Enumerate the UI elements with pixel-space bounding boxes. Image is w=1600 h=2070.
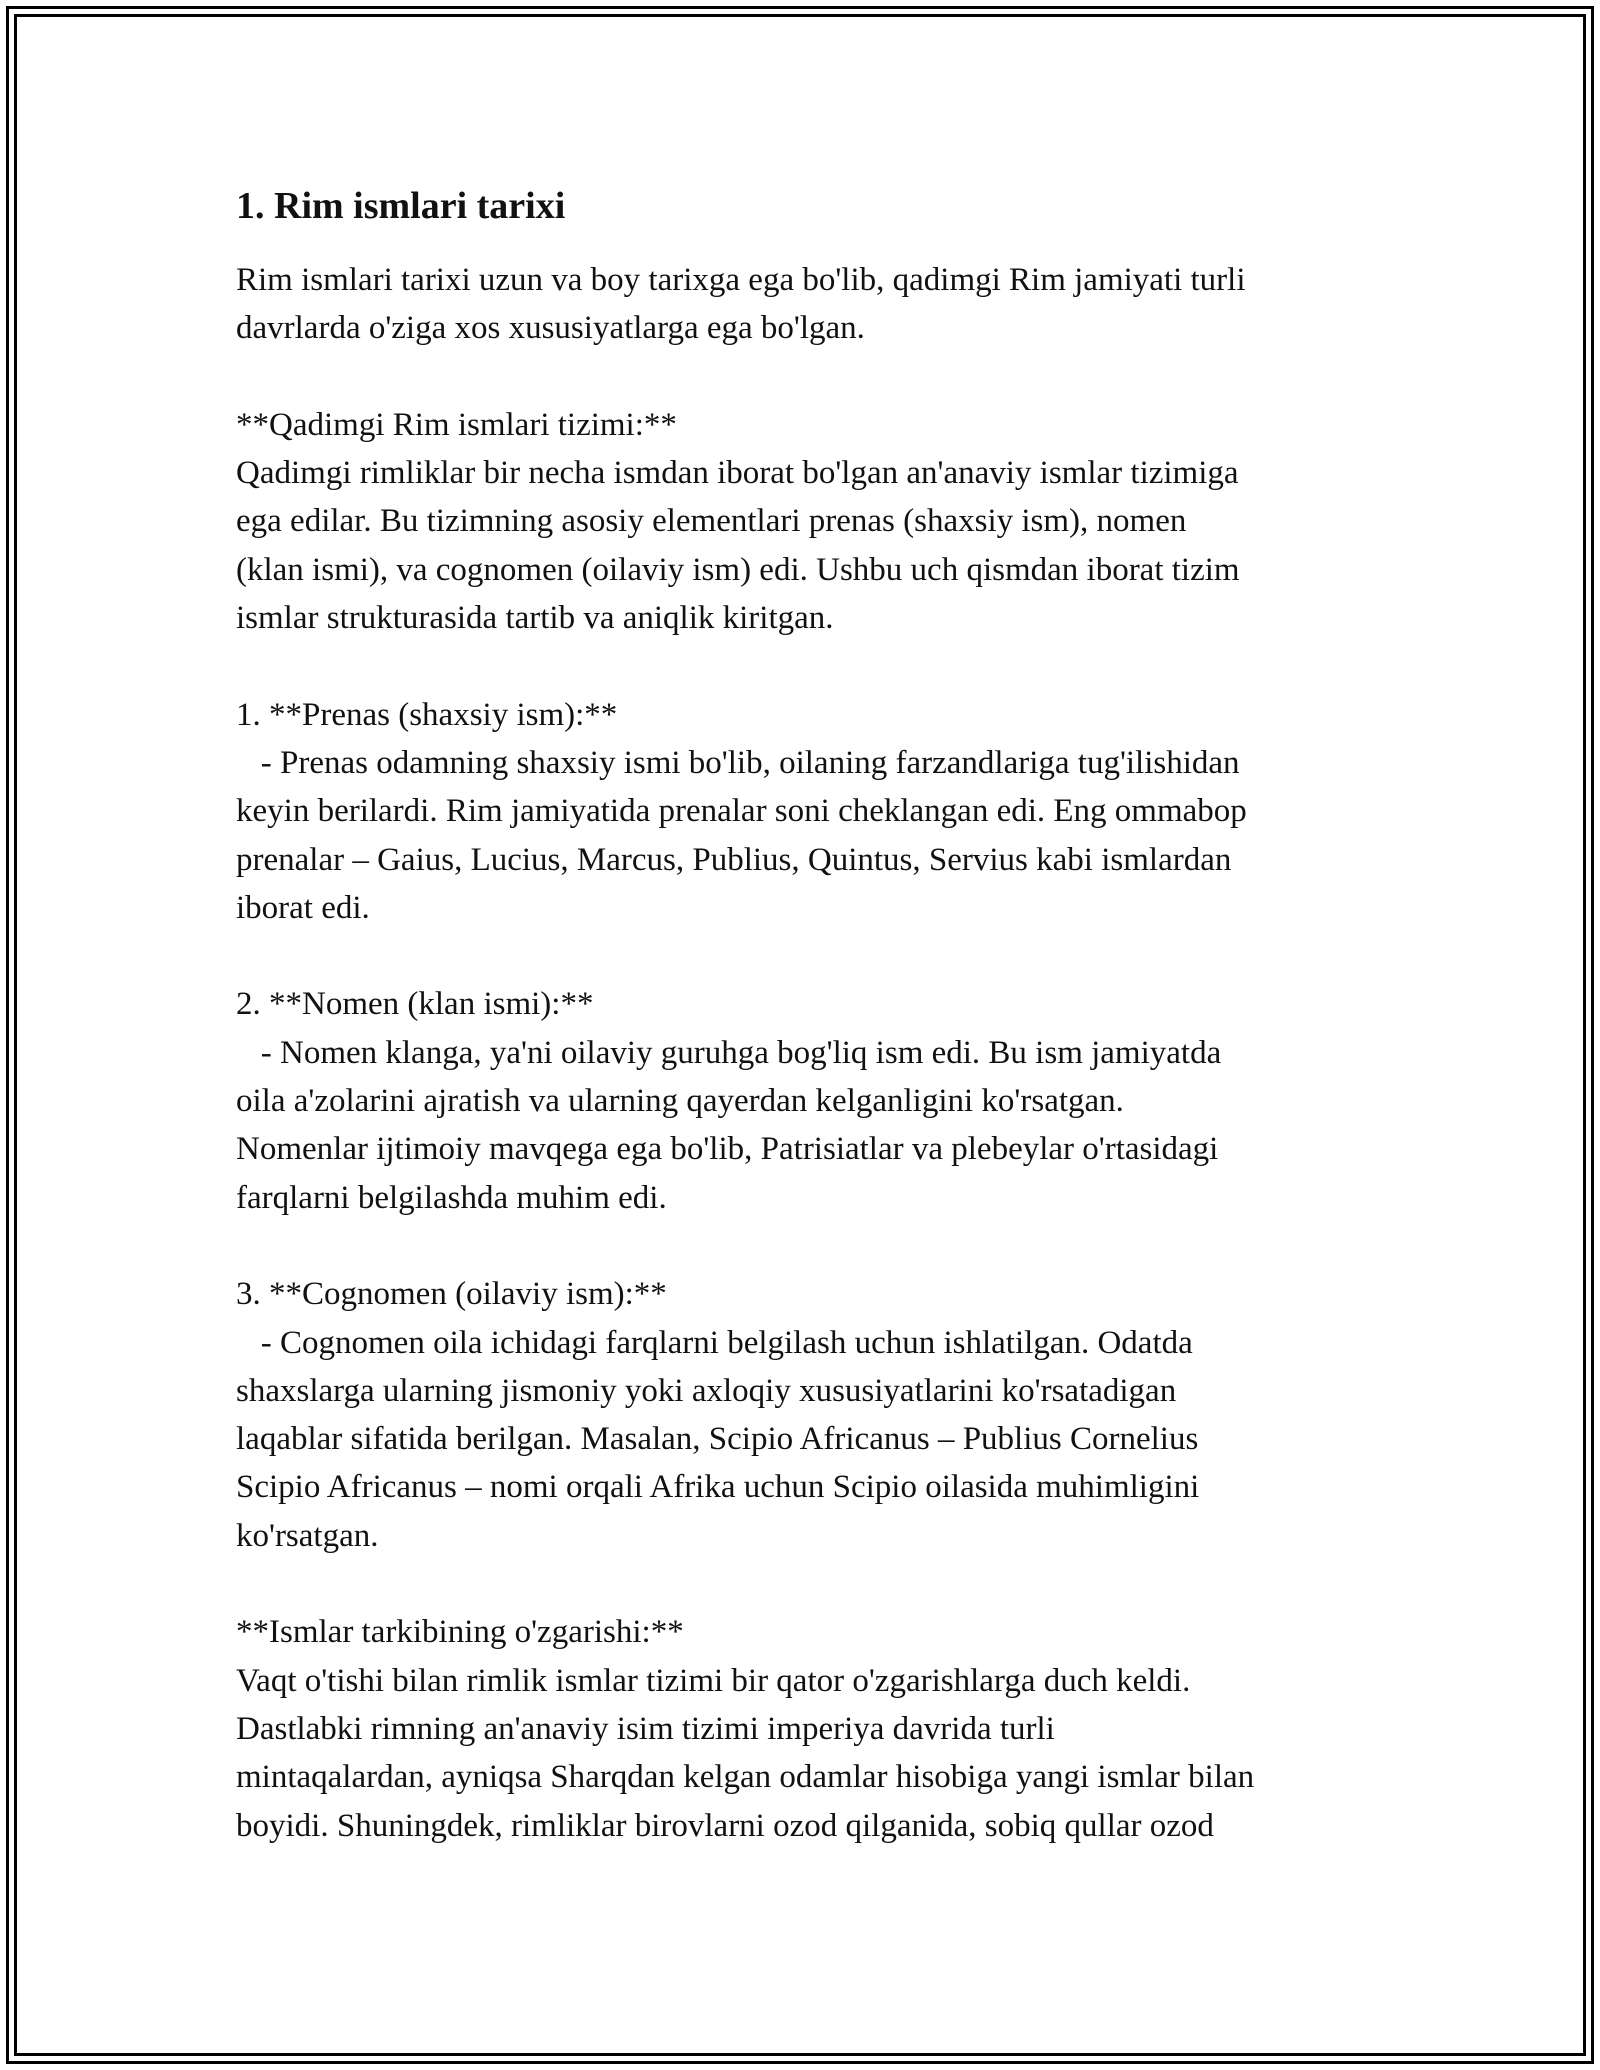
text-line: Scipio Africanus – nomi orqali Afrika uchun Scipio oilasida muhimligini: [236, 1469, 1200, 1506]
text-line: ko'rsatgan.: [236, 1517, 379, 1554]
subheading-line: **Ismlar tarkibining o'zgarishi:**: [236, 1614, 684, 1651]
text-lines: [236, 256, 1406, 1850]
blank-line: [236, 932, 1406, 980]
text-line: shaxslarga ularning jismoniy yoki axloqiy xususiyatlarini ko'rsatadigan: [236, 1372, 1177, 1409]
section-heading: 1. Rim ismlari tarixi: [236, 185, 566, 227]
text-line: - Prenas odamning shaxsiy ismi bo'lib, oilaning farzandlariga tug'ilishidan: [236, 744, 1240, 781]
text-line: iborat edi.: [236, 889, 370, 926]
text-line: mintaqalardan, ayniqsa Sharqdan kelgan odamlar hisobiga yangi ismlar bilan: [236, 1759, 1255, 1796]
text-line: Qadimgi rimliklar bir necha ismdan iborat bo'lgan an'anaviy ismlar tizimiga: [236, 455, 1239, 492]
text-line: Nomenlar ijtimoiy mavqega ega bo'lib, Patrisiatlar va plebeylar o'rtasidagi: [236, 1131, 1219, 1168]
list-item-heading: 1. **Prenas (shaxsiy ism):**: [236, 696, 618, 733]
text-line: davrlarda o'ziga xos xususiyatlarga ega bo'lgan.: [236, 310, 865, 347]
subheading-line: **Qadimgi Rim ismlari tizimi:**: [236, 406, 677, 443]
text-line: (klan ismi), va cognomen (oilaviy ism) edi. Ushbu uch qismdan iborat tizim: [236, 551, 1240, 588]
blank-line: [236, 1560, 1406, 1608]
text-line: farqlarni belgilashda muhim edi.: [236, 1179, 667, 1216]
text-line: laqablar sifatida berilgan. Masalan, Scipio Africanus – Publius Cornelius: [236, 1421, 1199, 1458]
text-line: ega edilar. Bu tizimning asosiy elementlari prenas (shaxsiy ism), nomen: [236, 503, 1187, 540]
text-line: ismlar strukturasida tartib va aniqlik kiritgan.: [236, 600, 834, 637]
text-line: - Cognomen oila ichidagi farqlarni belgilash uchun ishlatilgan. Odatda: [236, 1324, 1193, 1361]
text-line: oila a'zolarini ajratish va ularning qayerdan kelganligini ko'rsatgan.: [236, 1083, 1124, 1120]
text-line: Vaqt o'tishi bilan rimlik ismlar tizimi bir qator o'zgarishlarga duch keldi.: [236, 1662, 1191, 1699]
blank-line: [236, 353, 1406, 401]
text-line: - Nomen klanga, ya'ni oilaviy guruhga bog'liq ism edi. Bu ism jamiyatda: [236, 1034, 1222, 1071]
text-line: Rim ismlari tarixi uzun va boy tarixga ega bo'lib, qadimgi Rim jamiyati turli: [236, 262, 1246, 298]
document-body: [236, 182, 1406, 1850]
list-item-heading: 3. **Cognomen (oilaviy ism):**: [236, 1276, 667, 1313]
text-line: Dastlabki rimning an'anaviy isim tizimi imperiya davrida turli: [236, 1710, 1055, 1747]
text-line: keyin berilardi. Rim jamiyatida prenalar soni cheklangan edi. Eng ommabop: [236, 793, 1247, 830]
blank-line: [236, 1222, 1406, 1270]
text-line: prenalar – Gaius, Lucius, Marcus, Publius, Quintus, Servius kabi ismlardan: [236, 841, 1232, 878]
blank-line: [236, 642, 1406, 690]
text-line: boyidi. Shuningdek, rimliklar birovlarni ozod qilganida, sobiq qullar ozod: [236, 1807, 1214, 1844]
list-item-heading: 2. **Nomen (klan ismi):**: [236, 986, 594, 1023]
